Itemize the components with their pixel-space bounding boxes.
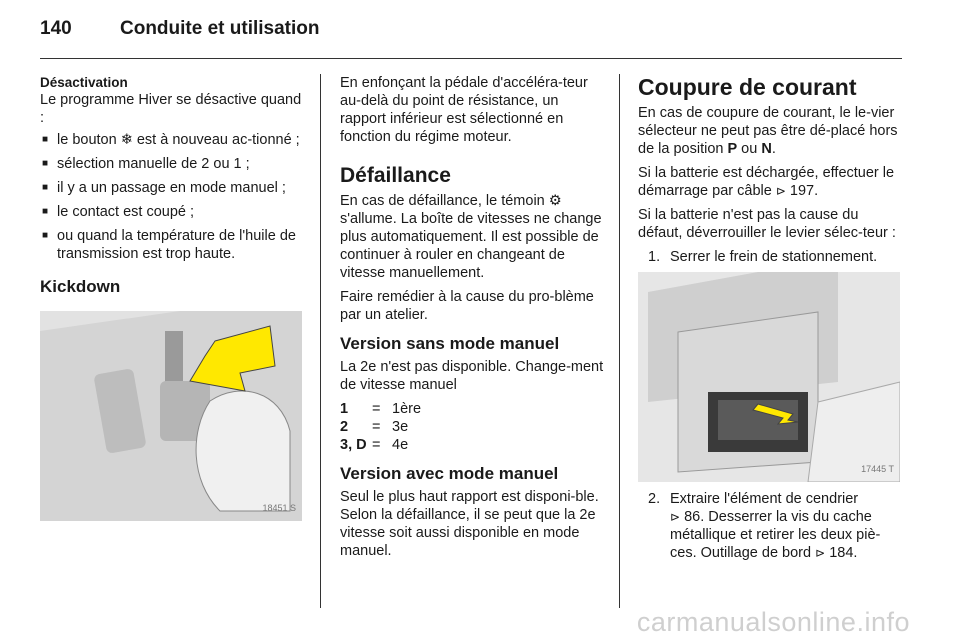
column-divider (320, 74, 321, 608)
console-illustration (638, 272, 900, 482)
list-item: ■ il y a un passage en mode manuel ; (40, 179, 308, 197)
list-item: ■ ou quand la température de l'huile de transmission est trop haute. (40, 227, 308, 263)
column-2 (340, 74, 608, 566)
page-header (40, 18, 320, 40)
table-row: 3, D = 4e (340, 437, 409, 453)
image-caption: 17445 T (861, 464, 894, 474)
list-item: ■ sélection manuelle de 2 ou 1 ; (40, 155, 308, 173)
step-2: 2. Extraire l'élément de cendrier ⊳ 86. Desserrer la vis du cache métallique et retirer les deux piè-ces. Outillage de bord ⊳ 184. (648, 491, 881, 561)
desactivation-text: Le programme Hiver se désactive quand : (40, 92, 302, 126)
column-1 (40, 74, 308, 521)
step-1: 1. Serrer le frein de stationnement. (648, 249, 878, 265)
sans-mode-text: La 2e n'est pas disponible. Change-ment de vitesse manuel (340, 359, 604, 393)
avec-mode-text: Seul le plus haut rapport est disponi-ble. Selon la défaillance, il se peut que la 2e vitesse soit aussi disponible en mode manuel. (340, 489, 599, 559)
desactivation-heading: Désactivation (40, 75, 128, 90)
coupure-para-2: Si la batterie est déchargée, effectuer le démarrage par câble ⊳ 197. (638, 165, 895, 199)
avec-mode-heading: Version avec mode manuel (340, 464, 559, 483)
page-title: Conduite et utilisation (120, 18, 320, 39)
table-row: 2 = 3e (340, 419, 409, 435)
coupure-heading: Coupure de courant (638, 74, 857, 100)
defaillance-heading: Défaillance (340, 164, 451, 187)
image-caption: 18451 S (262, 503, 296, 513)
kickdown-text: En enfonçant la pédale d'accéléra-teur au-delà du point de résistance, un rapport inférieur est sélectionné en fonction du régime moteur. (340, 75, 588, 145)
list-item: ■ le bouton ❄ est à nouveau ac-tionné ; (40, 131, 308, 149)
kickdown-illustration (40, 311, 302, 521)
page-number: 140 (40, 18, 72, 39)
ashtray-illustration (638, 272, 900, 482)
remedier-text: Faire remédier à la cause du pro-blème par un atelier. (340, 289, 594, 323)
column-divider (619, 74, 620, 608)
header-rule (40, 58, 902, 59)
page-ref-icon[interactable]: ⊳ (815, 546, 826, 560)
list-item: ■ le contact est coupé ; (40, 203, 308, 221)
page-ref-icon[interactable]: ⊳ (775, 184, 786, 198)
watermark: carmanualsonline.info (636, 607, 910, 637)
sans-mode-heading: Version sans mode manuel (340, 334, 560, 353)
coupure-para-1: En cas de coupure de courant, le le-vier sélecteur ne peut pas être dé-placé hors de la position P ou N. (638, 105, 898, 157)
page-ref-icon[interactable]: ⊳ (670, 510, 681, 524)
gear-table (340, 400, 608, 454)
table-row: 1 = 1ère (340, 401, 422, 417)
pedal-illustration (40, 311, 302, 521)
defaillance-text: En cas de défaillance, le témoin ⚙ s'allume. La boîte de vitesses ne change plus automatiquement. Il est possible de continuer à rouler en changeant de vitesse manuellement. (340, 193, 602, 281)
desactivation-list (40, 131, 308, 263)
coupure-para-3: Si la batterie n'est pas la cause du défaut, déverrouiller le levier sélec-teur : (638, 207, 896, 241)
column-3 (638, 74, 904, 562)
kickdown-heading: Kickdown (40, 277, 121, 296)
